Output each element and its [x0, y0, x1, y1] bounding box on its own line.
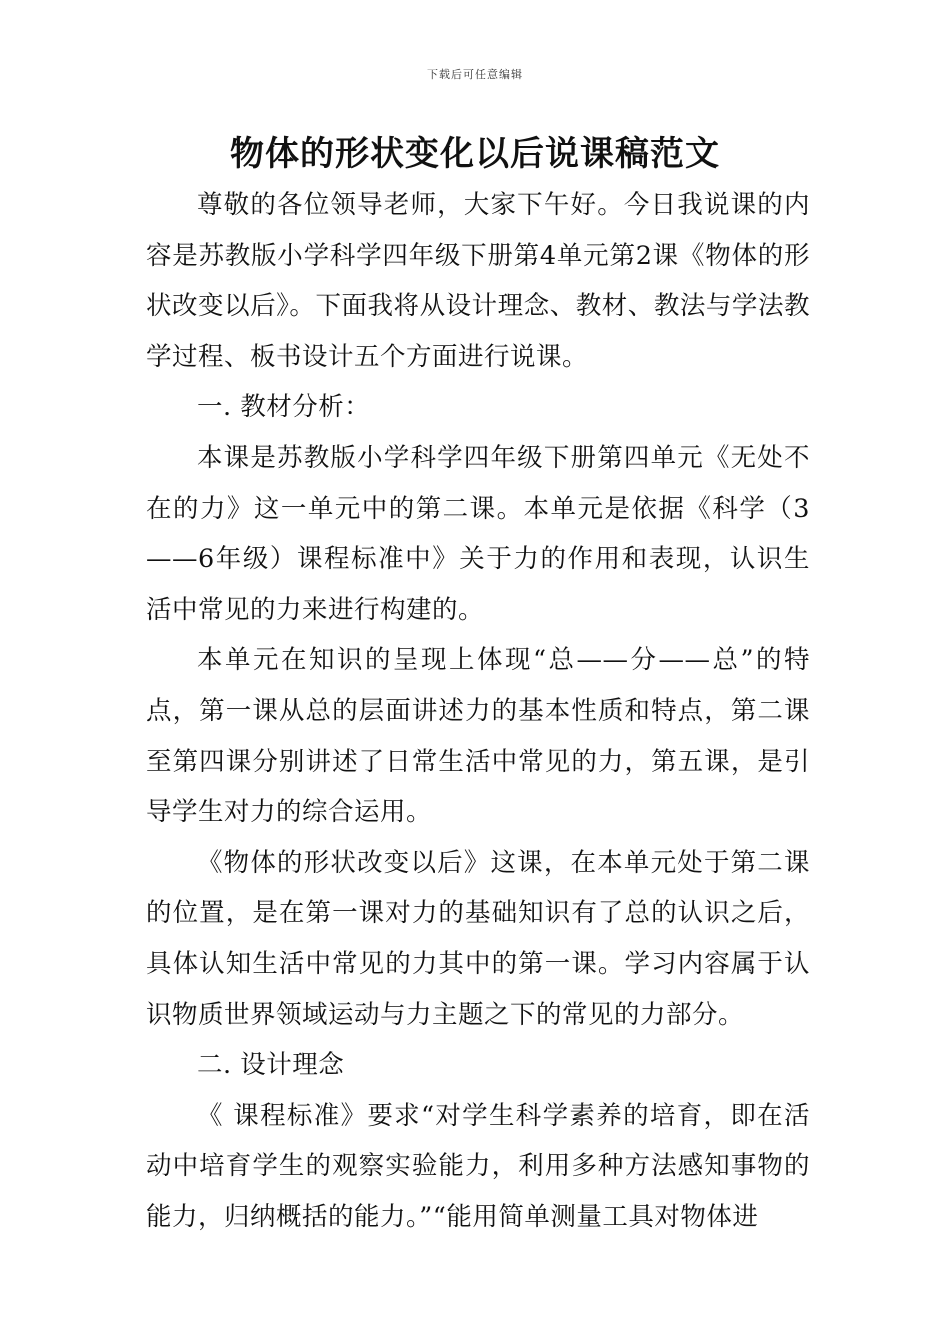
- paragraph-textbook-3: 《物体的形状改变以后》这课，在本单元处于第二课的位置，是在第一课对力的基础知识有了总的认识之后，具体认知生活中常见的力其中的第一课。学习内容属于认识物质世界领域运动与力主题之下的常见的力部分。: [146, 847, 810, 1030]
- document-title: 物体的形状变化以后说课稿范文: [230, 134, 720, 174]
- paragraph-textbook-1: 本课是苏教版小学科学四年级下册第四单元《无处不在的力》这一单元中的第二课。本单元是依据《科学（3——6年级）课程标准中》关于力的作用和表现，认识生活中常见的力来进行构建的。: [146, 442, 810, 625]
- header-note: 下载后可任意编辑: [427, 68, 523, 81]
- document-body: [146, 180, 810, 1242]
- paragraph-design-1: 《 课程标准》要求“对学生科学素养的培育，即在活动中培育学生的观察实验能力，利用多种方法感知事物的能力，归纳概括的能力。”“能用简单测量工具对物体进: [146, 1100, 810, 1232]
- section-heading-1: 一. 教材分析：: [197, 392, 371, 423]
- paragraph-intro: 尊敬的各位领导老师，大家下午好。今日我说课的内容是苏教版小学科学四年级下册第4单元第2课《物体的形状改变以后》。下面我将从设计理念、教材、教法与学法教学过程、板书设计五个方面进行说课。: [146, 190, 810, 372]
- paragraph-textbook-2: 本单元在知识的呈现上体现“总——分——总”的特点，第一课从总的层面讲述力的基本性质和特点，第二课至第四课分别讲述了日常生活中常见的力，第五课，是引导学生对力的综合运用。: [146, 645, 810, 828]
- section-heading-2: 二. 设计理念: [197, 1050, 345, 1081]
